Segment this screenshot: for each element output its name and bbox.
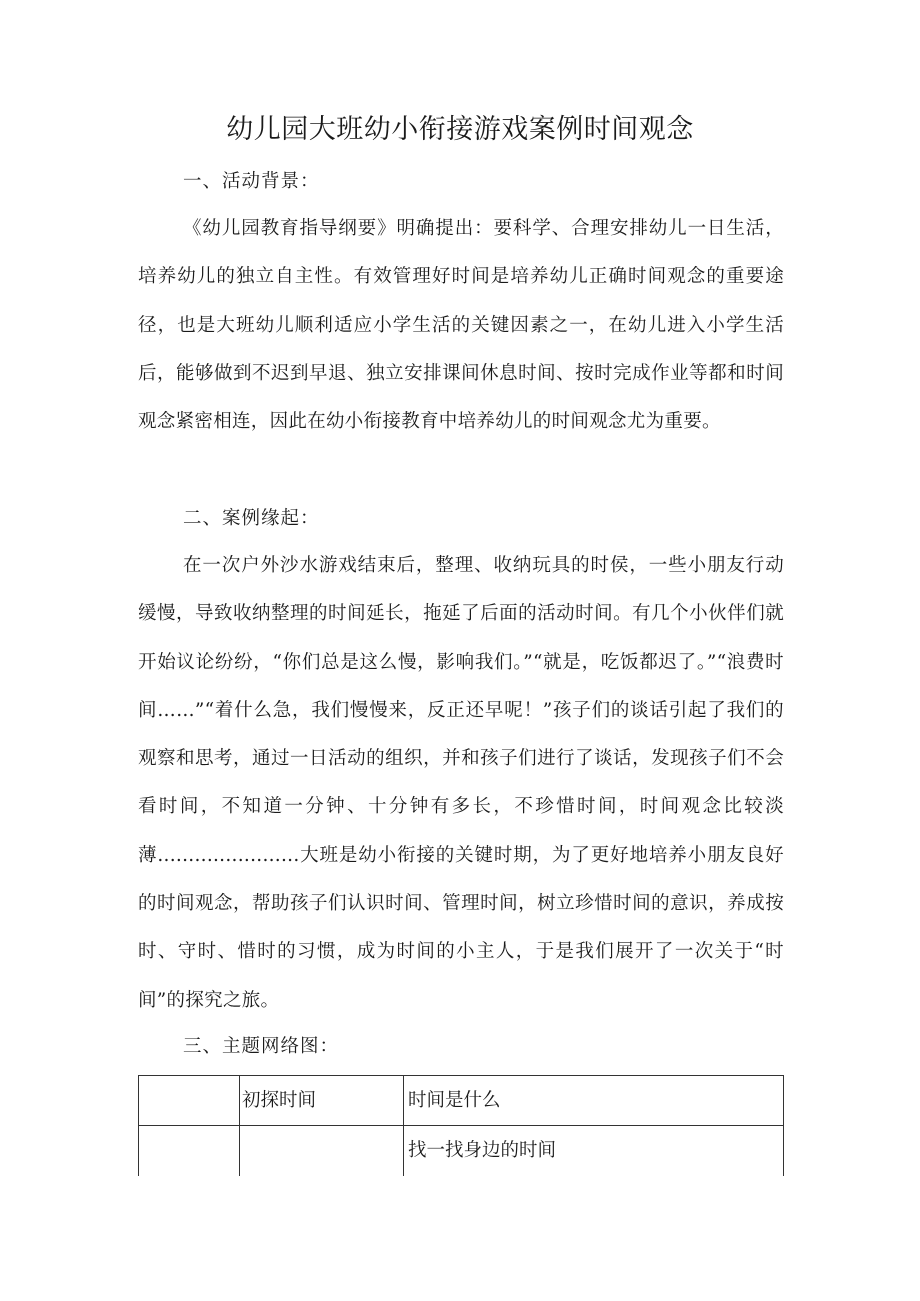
table-row bbox=[139, 1076, 784, 1126]
theme-network-table bbox=[138, 1075, 784, 1176]
table-cell bbox=[240, 1126, 404, 1176]
section-heading-origin: 二、案例缘起： bbox=[183, 508, 320, 529]
table-cell bbox=[139, 1076, 240, 1126]
document-title: 幼儿园大班幼小衔接游戏案例时间观念 bbox=[226, 114, 694, 145]
table-cell: 时间是什么 bbox=[404, 1076, 784, 1126]
section-heading-network: 三、主题网络图： bbox=[183, 1036, 340, 1057]
section-paragraph-origin: 在一次户外沙水游戏结束后，整理、收纳玩具的时侯，一些小朋友行动缓慢，导致收纳整理的时间延长，拖延了后面的活动时间。有几个小伙伴们就开始议论纷纷，“你们总是这么慢，影响我们。”“就是，吃饭都迟了。”“浪费时间……”“着什么急，我们慢慢来，反正还早呢！”孩子们的谈话引起了我们的观察和思考，通过一日活动的组织，并和孩子们进行了谈话，发现孩子们不会看时间，不知道一分钟、十分钟有多长，不珍惜时间，时间观念比较淡薄.......................大班是幼小衔接的关键时期，为了更好地培养小朋友良好的时间观念，帮助孩子们认识时间、管理时间，树立珍惜时间的意识，养成按时、守时、惜时的习惯，成为时间的小主人，于是我们展开了一次关于“时间”的探究之旅。 bbox=[138, 555, 784, 1011]
table-cell: 找一找身边的时间 bbox=[404, 1126, 784, 1176]
section-heading-background: 一、活动背景： bbox=[183, 171, 320, 192]
table-cell: 初探时间 bbox=[240, 1076, 404, 1126]
table-cell bbox=[139, 1126, 240, 1176]
section-paragraph-background: 《幼儿园教育指导纲要》明确提出：要科学、合理安排幼儿一日生活，培养幼儿的独立自主性。有效管理好时间是培养幼儿正确时间观念的重要途径，也是大班幼儿顺利适应小学生活的关键因素之一，在幼儿进入小学生活后，能够做到不迟到早退、独立安排课间休息时间、按时完成作业等都和时间观念紧密相连，因此在幼小衔接教育中培养幼儿的时间观念尤为重要。 bbox=[138, 218, 784, 433]
table-row bbox=[139, 1126, 784, 1176]
